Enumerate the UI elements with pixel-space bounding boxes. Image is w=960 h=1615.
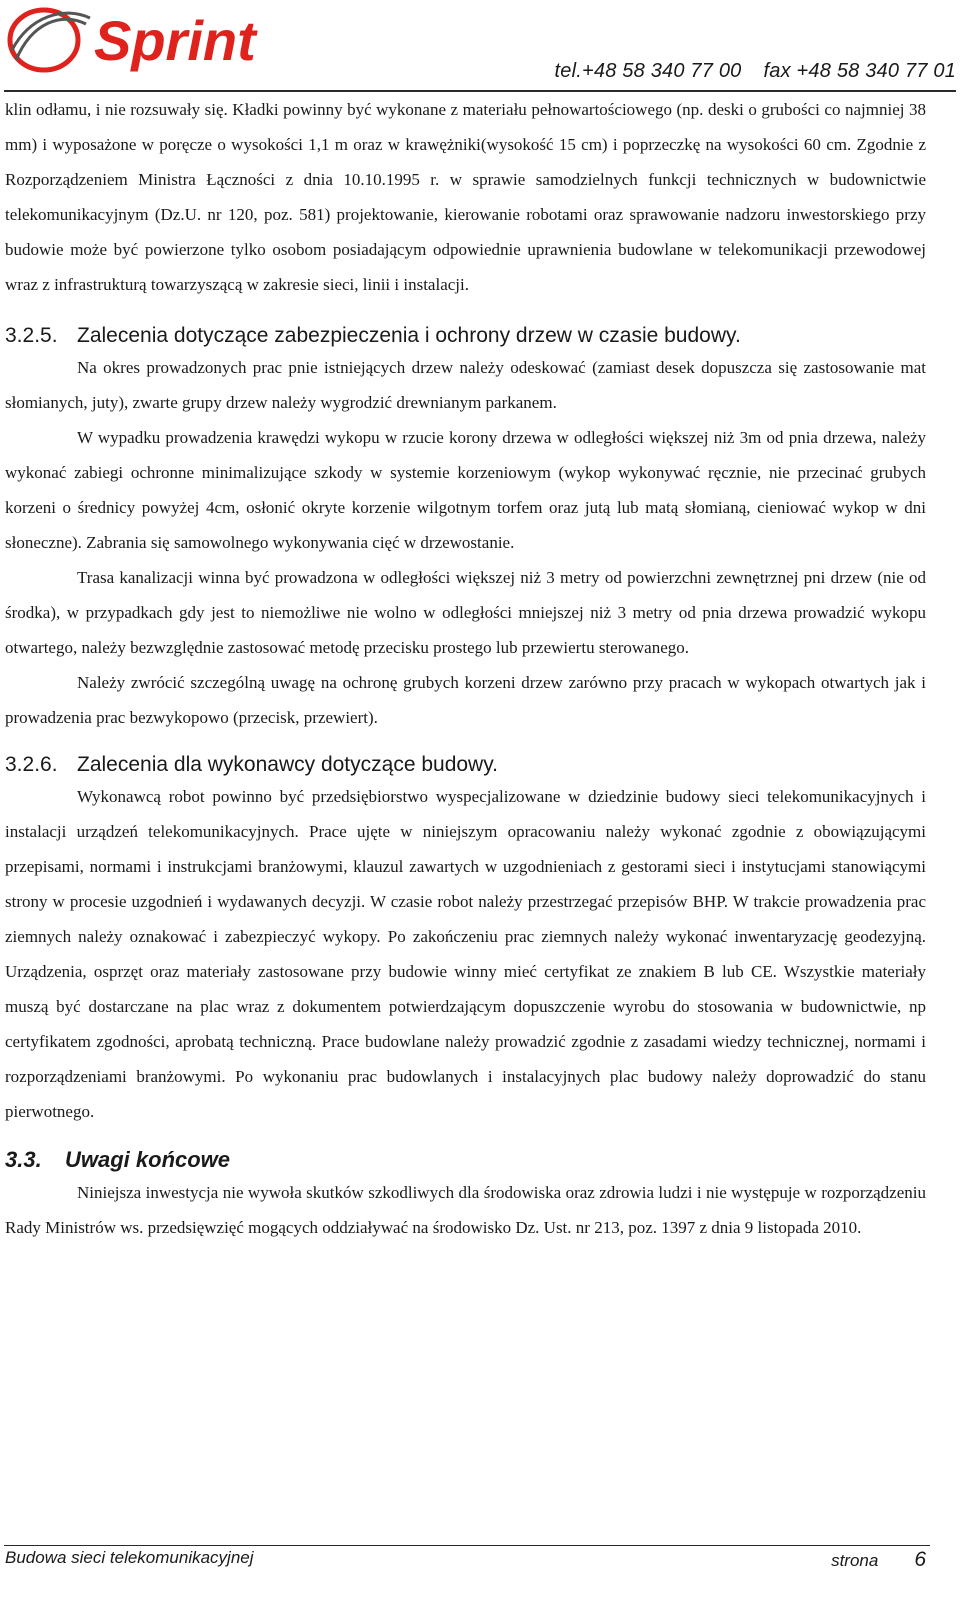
heading-title: Zalecenia dla wykonawcy dotyczące budowy. — [77, 753, 498, 776]
heading-number: 3.3. — [5, 1147, 42, 1172]
heading-title: Uwagi końcowe — [65, 1147, 231, 1172]
footer-title: Budowa sieci telekomunikacyjnej — [5, 1548, 254, 1567]
paragraph-trasa: Trasa kanalizacji winna być prowadzona w odległości większej niż 3 metry od powierzchni zewnętrznej pni drzew (nie od środka), w przypadkach gdy jest to niemożliwe nie wolno w odległości mniejszej niż 3 metry od pnia drzewa prowadzić wykopu otwartego, należy bezwzględnie zastosować metodę przecisku prostego lub przewiertu sterowanego. — [5, 568, 926, 657]
sprint-logo — [2, 2, 302, 80]
paragraph-wykonawca: Wykonawcą robot powinno być przedsiębiorstwo wyspecjalizowane w dziedzinie budowy sieci telekomunikacyjnych i instalacji urządzeń telekomunikacyjnych. Prace ujęte w niniejszym opracowaniu należy wykonać zgodnie z obowiązującymi przepisami, normami i instrukcjami branżowymi, klauzul zawartych w uzgodnieniach z gestorami sieci i instytucjami stanowiącymi strony w procesie uzgodnień i wydawanych decyzji. W czasie robot należy przestrzegać przepisów BHP. W trakcie prowadzenia prac ziemnych należy oznakować i zabezpieczyć wykopy. Po zakończeniu prac ziemnych należy wykonać inwentaryzację geodezyjną. Urządzenia, osprzęt oraz materiały zastosowane przy budowie winny mieć certyfikat ze znakiem B lub CE. Wszystkie materiały muszą być dostarczane na plac wraz z dokumentem potwierdzającym dopuszczenie wyrobu do stosowania w budownictwie, np certyfikatem zgodności, aprobatą techniczną. Prace budowlane należy prowadzić zgodnie z zasadami wiedzy technicznej, normami i rozporządzeniami branżowymi. Po wykonaniu prac budowlanych i instalacyjnych plac budowy należy doprowadzić do stanu pierwotnego. — [5, 787, 926, 1121]
paragraph-kladki: klin odłamu, i nie rozsuwały się. Kładki powinny być wykonane z materiału pełnowartościowego (np. deski o grubości co najmniej 38 mm) i wyposażone w poręcze o wysokości 1,1 m oraz w krawężniki(wysokość 15 cm) i poprzeczkę na wysokości 60 cm. Zgodnie z Rozporządzeniem Ministra Łączności z dnia 10.10.1995 r. w sprawie samodzielnych funkcji technicznych w budownictwie telekomunikacyjnym (Dz.U. nr 120, poz. 581) projektowanie, kierowanie robotami oraz sprawowanie nadzoru inwestorskiego przy budowie może być powierzone tylko osobom posiadającym odpowiednie uprawnienia budowlane w telekomunikacji przewodowej wraz z infrastrukturą towarzyszącą w zakresie sieci, linii i instalacji. — [5, 100, 926, 294]
paragraph-wykop: W wypadku prowadzenia krawędzi wykopu w rzucie korony drzewa w odległości większej niż 3m od pnia drzewa, należy wykonać zabiegi ochronne minimalizujące szkody w systemie korzeniowym (wykop wykonywać ręcznie, nie przecinać grubych korzeni o średnicy powyżej 4cm, osłonić okryte korzenie wilgotnym torfem oraz jutą lub matą słomianą, cieniować wykop w dni słoneczne). Zabrania się samowolnego wykonywania cięć w drzewostanie. — [5, 428, 926, 552]
page-indicator — [831, 1548, 926, 1572]
page-label: strona — [831, 1551, 879, 1570]
page-number: 6 — [914, 1548, 926, 1571]
heading-3-2-5 — [5, 322, 926, 350]
contact-info — [555, 60, 956, 83]
heading-title: Zalecenia dotyczące zabezpieczenia i ochrony drzew w czasie budowy. — [77, 324, 741, 347]
paragraph-korzenie: Należy zwrócić szczególną uwagę na ochronę grubych korzeni drzew zarówno przy pracach w wykopach otwartych jak i prowadzenia prac bezwykopowo (przecisk, przewiert). — [5, 673, 926, 727]
paragraph-uwagi: Niniejsza inwestycja nie wywoła skutków szkodliwych dla środowiska oraz zdrowia ludzi i nie występuje w rozporządzeniu Rady Ministrów ws. przedsięwzięć mogących oddziaływać na środowisko Dz. Ust. nr 213, poz. 1397 z dnia 9 listopada 2010. — [5, 1183, 926, 1237]
phone-number: tel.+48 58 340 77 00 — [554, 60, 742, 82]
document-body — [5, 92, 926, 1245]
heading-3-2-6 — [5, 751, 926, 779]
page-footer — [5, 1548, 926, 1571]
heading-3-3 — [5, 1145, 926, 1175]
heading-number: 3.2.6. — [5, 753, 58, 776]
fax-number: fax +48 58 340 77 01 — [763, 60, 956, 82]
heading-number: 3.2.5. — [5, 324, 58, 347]
svg-text:Sprint: Sprint — [94, 9, 256, 72]
paragraph-odeskowanie: Na okres prowadzonych prac pnie istniejących drzew należy odeskować (zamiast desek dopuszcza się zastosowanie mat słomianych, juty), zwarte grupy drzew należy wygrodzić drewnianym parkanem. — [5, 358, 926, 412]
page-header — [0, 0, 960, 92]
footer-divider — [4, 1545, 930, 1546]
